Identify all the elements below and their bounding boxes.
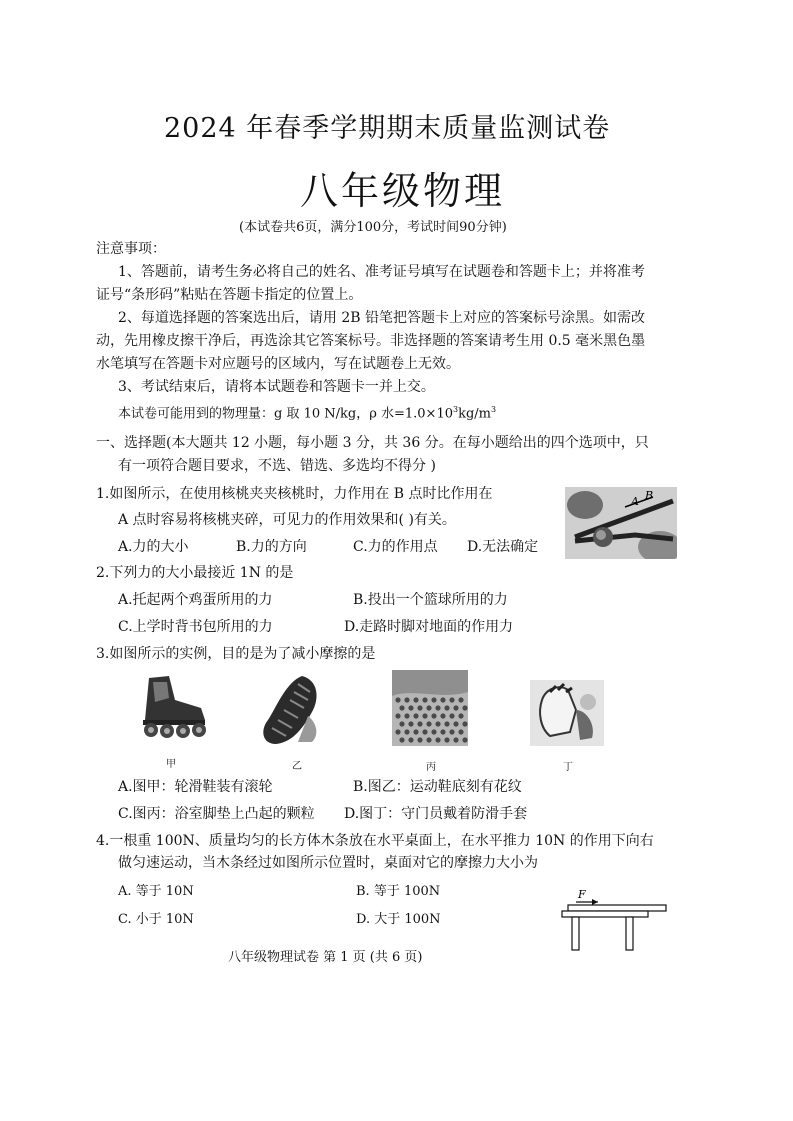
mat-bump [462, 705, 467, 710]
q2-stem: 2.下列力的大小最接近 1N 的是 [96, 565, 294, 581]
constants-exponent: 3 [453, 405, 459, 414]
mat-bump [453, 705, 458, 710]
q4-stem-line-2: 做匀速运动，当木条经过如图所示位置时，桌面对它的摩擦力大小为 [118, 855, 538, 871]
mat-bump [404, 729, 409, 734]
mat-bump [413, 713, 418, 718]
note-item-1-line-2: 证号“条形码”粘贴在答题卡指定的位置上。 [96, 287, 363, 303]
note-item-2-line-1: 2、每道选择题的答案选出后，请用 2B 铅笔把答题卡上对应的答案标号涂黑。如需改 [118, 310, 646, 326]
mat-bump [435, 721, 440, 726]
mat-bump [404, 713, 409, 718]
mat-bump [399, 737, 404, 742]
mat-bump [399, 705, 404, 710]
mat-bump [417, 721, 422, 726]
mat-bump [404, 697, 409, 702]
mat-bump [417, 705, 422, 710]
mat-bump [435, 737, 440, 742]
mat-bump [395, 729, 400, 734]
mat-bump [458, 729, 463, 734]
mat-bump [426, 737, 431, 742]
q1-option-b: B.力的方向 [236, 539, 307, 555]
q4-option-d: D. 大于 100N [356, 912, 441, 927]
mat-bump [449, 729, 454, 734]
q1-stem-line-1: 1.如图所示，在使用核桃夹夹核桃时，力作用在 B 点时比作用在 [96, 486, 493, 502]
q2-option-d: D.走路时脚对地面的作用力 [344, 619, 514, 635]
mat-bump [431, 729, 436, 734]
q4-option-b: B. 等于 100N [356, 884, 441, 899]
exam-title: 2024 年春季学期期末质量监测试卷 [164, 113, 611, 144]
note-item-2-line-3: 水笔填写在答题卡对应题号的区域内，写在试题卷上无效。 [96, 356, 460, 372]
q4-option-c: C. 小于 10N [118, 912, 194, 927]
q4-option-a: A. 等于 10N [118, 884, 194, 899]
q1-option-c: C.力的作用点 [353, 539, 438, 555]
q1-option-a: A.力的大小 [118, 539, 189, 555]
mat-bump [422, 713, 427, 718]
q1-stem-line-2: A 点时容易将核桃夹碎，可见力的作用效果和( )有关。 [118, 512, 456, 528]
caption-yi: 乙 [292, 761, 302, 772]
constants-line [118, 400, 496, 424]
mat-bump [399, 721, 404, 726]
mat-bump [413, 697, 418, 702]
mat-bump [395, 713, 400, 718]
q3-option-d: D.图丁：守门员戴着防滑手套 [344, 806, 528, 822]
note-item-1-line-1: 1、答题前，请考生务必将自己的姓名、准考证号填写在试题卷和答题卡上；并将准考 [118, 264, 645, 280]
mat-bump [431, 713, 436, 718]
mat-bump [426, 721, 431, 726]
q3-option-b: B.图乙：运动鞋底刻有花纹 [353, 779, 522, 795]
inline-skate-figure [135, 672, 211, 740]
q3-option-c: C.图丙：浴室脚垫上凸起的颗粒 [118, 806, 315, 822]
bath-mat-figure [392, 670, 468, 746]
mat-bump [395, 697, 400, 702]
mat-bump [417, 737, 422, 742]
caption-jia: 甲 [166, 759, 176, 770]
q2-option-b: B.投出一个篮球所用的力 [353, 592, 508, 608]
mat-bump [444, 737, 449, 742]
mat-bump [462, 737, 467, 742]
caption-ding: 丁 [563, 762, 573, 773]
table-board-figure [560, 886, 672, 952]
label-b: B [645, 489, 654, 502]
q4-stem-line-1: 4.一根重 100N、质量均匀的长方体木条放在水平桌面上，在水平推力 10N 的作用下向右 [96, 833, 654, 849]
mat-bump [440, 729, 445, 734]
constants-prefix: 本试卷可能用到的物理量：g 取 10 N/kg，ρ 水=1.0×10 [118, 406, 453, 422]
page-footer: 八年级物理试卷 第 1 页 (共 6 页) [228, 950, 423, 965]
constants-unit: kg/m [458, 406, 491, 422]
mat-bump [444, 721, 449, 726]
label-a: A [631, 495, 639, 508]
caption-bing: 丙 [426, 762, 436, 773]
notes-heading: 注意事项： [96, 241, 166, 257]
mat-bump [444, 705, 449, 710]
mat-bump [449, 713, 454, 718]
mat-bump [431, 697, 436, 702]
mat-bump [458, 697, 463, 702]
exam-info: (本试卷共6页，满分100分，考试时间90分钟) [239, 220, 507, 235]
mat-bump [440, 697, 445, 702]
mat-bump [422, 729, 427, 734]
mat-bump [408, 705, 413, 710]
goalkeeper-glove-figure [530, 680, 604, 746]
mat-bump [458, 713, 463, 718]
nutcracker-figure [565, 487, 677, 559]
mat-bump [453, 721, 458, 726]
mat-bump [435, 705, 440, 710]
q3-option-a: A.图甲：轮滑鞋装有滚轮 [118, 779, 273, 795]
mat-bump [426, 705, 431, 710]
q2-option-c: C.上学时背书包所用的力 [118, 619, 273, 635]
mat-bump [413, 729, 418, 734]
q2-option-a: A.托起两个鸡蛋所用的力 [118, 592, 273, 608]
mat-bump [453, 737, 458, 742]
mat-bump [408, 721, 413, 726]
section-heading-line-2: 有一项符合题目要求，不选、错选、多选均不得分 ) [118, 458, 436, 474]
mat-bump [422, 697, 427, 702]
sports-shoe-sole-figure [258, 672, 324, 746]
constants-unit-exponent: 3 [491, 405, 497, 414]
mat-bump [440, 713, 445, 718]
q3-stem: 3.如图所示的实例，目的是为了减小摩擦的是 [96, 646, 376, 662]
mat-bump [449, 697, 454, 702]
force-label: F [578, 888, 586, 901]
subject-title: 八年级物理 [300, 169, 506, 213]
note-item-2-line-2: 动，先用橡皮擦干净后，再选涂其它答案标号。非选择题的答案请考生用 0.5 毫米黑色墨 [96, 333, 646, 349]
note-item-3: 3、考试结束后，请将本试题卷和答题卡一并上交。 [118, 379, 435, 395]
q1-option-d: D.无法确定 [467, 539, 539, 555]
mat-bump [462, 721, 467, 726]
mat-bump [408, 737, 413, 742]
section-heading-line-1: 一、选择题(本大题共 12 小题，每小题 3 分，共 36 分。在每小题给出的四个选项中，只 [96, 435, 649, 451]
